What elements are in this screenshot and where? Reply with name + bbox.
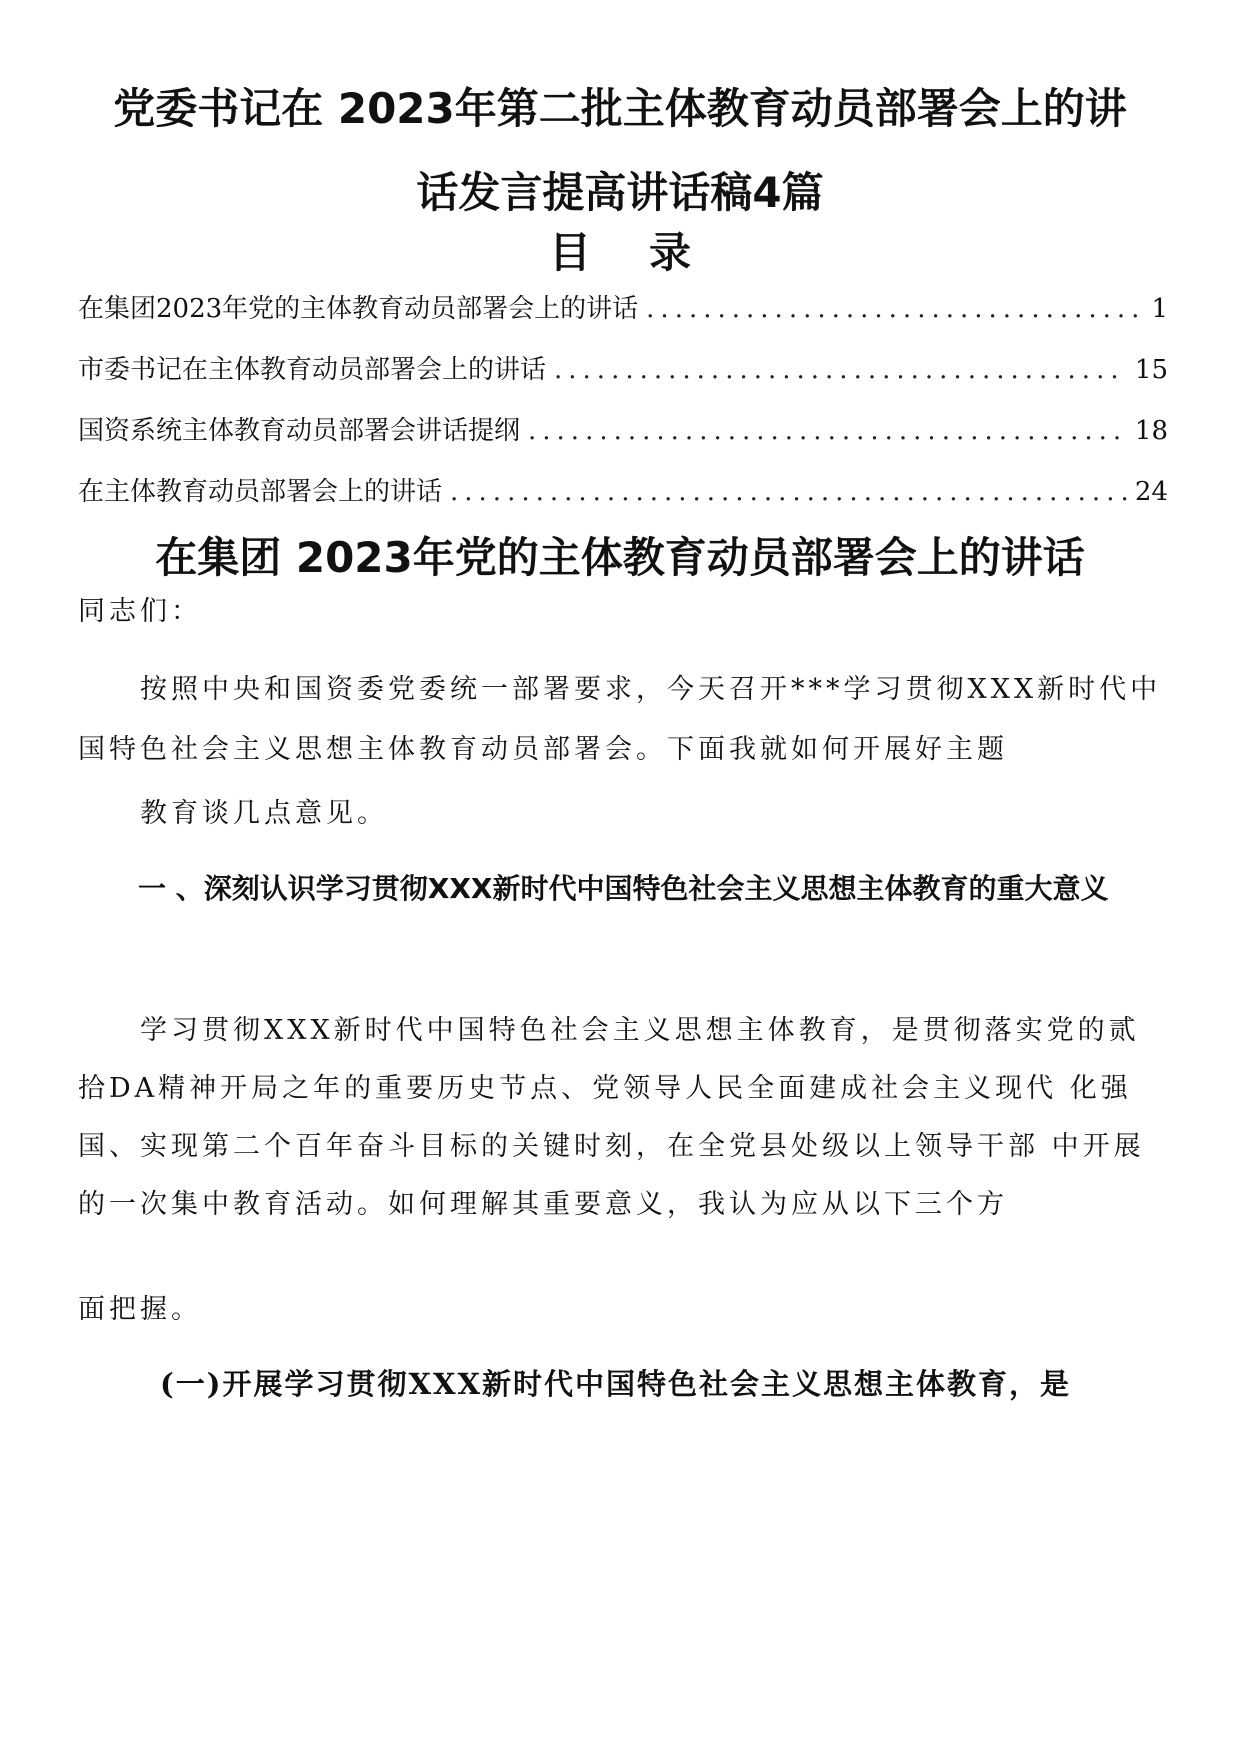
toc-entry[interactable] bbox=[78, 479, 1168, 540]
toc-entry-page: 24 bbox=[1134, 477, 1168, 507]
toc-entry[interactable] bbox=[78, 357, 1168, 418]
subheading-level-2: (一)开展学习贯彻XXX新时代中国特色社会主义思想主体教育，是 bbox=[160, 1367, 1071, 1401]
heading-level-1: 一 、深刻认识学习贯彻XXX新时代中国特色社会主义思想主体教育的重大意义 bbox=[138, 872, 1109, 905]
intro-paragraph-main: 按照中央和国资委党委统一部署要求，今天召开***学习贯彻XXX新时代中国特色社会主义思想主体教育动员部署会。下面我就如何开展好主题 bbox=[78, 674, 1162, 765]
toc-entry-label: 在集团2023年党的主体教育动员部署会上的讲话 bbox=[78, 294, 639, 324]
toc-entry-page: 18 bbox=[1134, 416, 1168, 446]
toc-entry-label: 在主体教育动员部署会上的讲话 bbox=[78, 477, 443, 507]
table-of-contents bbox=[78, 296, 1168, 540]
toc-dot-leader bbox=[554, 357, 1127, 383]
toc-heading: 目录 bbox=[548, 228, 749, 277]
section-title: 在集团 2023年党的主体教育动员部署会上的讲话 bbox=[155, 533, 1085, 582]
intro-paragraph bbox=[78, 660, 1168, 844]
toc-entry-page: 15 bbox=[1134, 355, 1168, 385]
toc-entry[interactable] bbox=[78, 418, 1168, 479]
toc-entry-label: 国资系统主体教育动员部署会讲话提纲 bbox=[78, 416, 521, 446]
toc-dot-leader bbox=[450, 479, 1127, 505]
document-title-line-2: 话发言提高讲话稿4篇 bbox=[416, 168, 824, 217]
intro-paragraph-last-line: 教育谈几点意见。 bbox=[140, 798, 388, 829]
toc-entry-page: 1 bbox=[1151, 294, 1168, 324]
toc-dot-leader bbox=[528, 418, 1127, 444]
document-title-line-1: 党委书记在 2023年第二批主体教育动员部署会上的讲 bbox=[113, 84, 1127, 133]
body-paragraph: 学习贯彻XXX新时代中国特色社会主义思想主体教育，是贯彻落实党的贰拾DA精神开局之年的重要历史节点、党领导人民全面建成社会主义现代 化强国、实现第二个百年奋斗目标的关键时刻，在全党县处级以上领导干部 中开展的一次集中教育活动。如何理解其重要意义，我认为应从以下三个方 bbox=[78, 1015, 1145, 1220]
toc-dot-leader bbox=[646, 296, 1143, 322]
salutation: 同志们： bbox=[78, 596, 202, 627]
body-paragraph-tail: 面把握。 bbox=[78, 1294, 202, 1325]
toc-entry-label: 市委书记在主体教育动员部署会上的讲话 bbox=[78, 355, 547, 385]
toc-entry[interactable] bbox=[78, 296, 1168, 357]
